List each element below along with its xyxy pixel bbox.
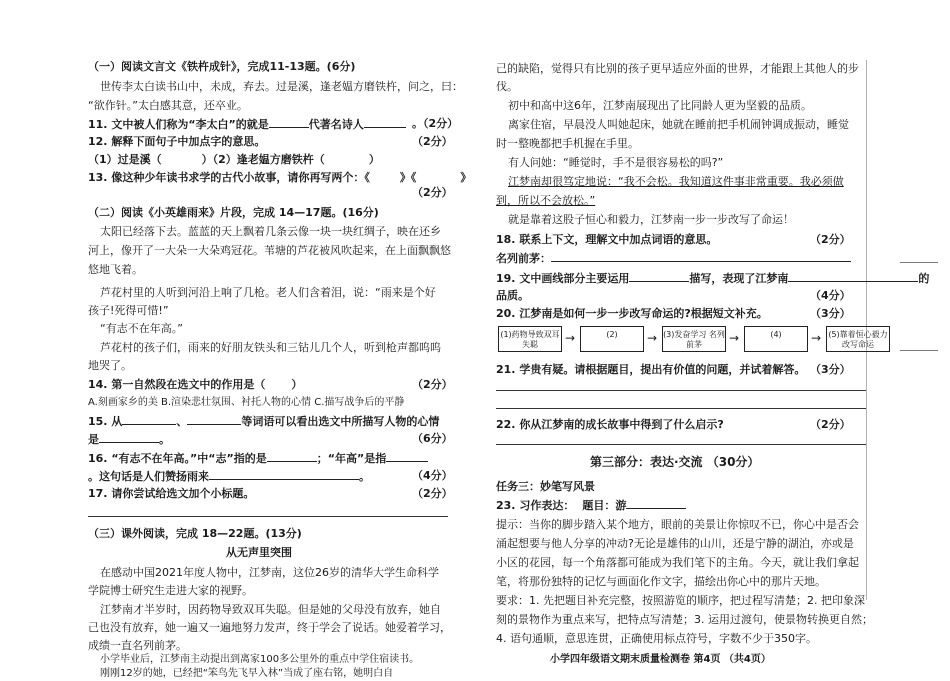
question-12-score: （2分）: [412, 135, 453, 148]
story-cont-line-4: 离家住宿，早晨没人叫她起床，她就在睡前把手机闹钟调成振动，睡觉: [508, 118, 849, 131]
prompt-line-2: 涌起想要与他人分享的冲动?无论是雄伟的山川，还是宁静的湖泊，亦或是: [496, 537, 854, 550]
question-15-score: （6分）: [412, 432, 453, 445]
classical-text-line-1: 世传李太白读书山中，未成，弃去。过是溪，逢老媪方磨铁杵，问之，曰：: [100, 80, 463, 93]
question-13-score: （2分）: [412, 186, 453, 199]
scan-edge-mark: [900, 262, 938, 263]
story-cont-line-1: 己的缺陷，觉得只有比别的孩子更早适应外面的世界，才能跟上其他人的步: [496, 62, 859, 75]
story-line-6: 小学毕业后，江梦南主动提出到离家100多公里外的重点中学住宿读书。: [100, 654, 420, 665]
story-cont-line-6: 有人问她：“睡觉时，手不是很容易松的吗?”: [508, 156, 724, 169]
prompt-line-1: 提示：当你的脚步踏入某个地方，眼前的美景让你惊叹不已，你心中是否会: [496, 518, 859, 531]
question-21: 21. 学贵有疑。请根据题目，提出有价值的问题，并试着解答。: [496, 363, 806, 376]
question-16-cont: 。这句话是人们赞扬雨来 。: [88, 470, 370, 483]
question-15: 15. 从 、 等词语可以看出选文中所描写人物的心情: [88, 415, 440, 428]
section-3-title: （三）课外阅读，完成 18—22题。(13分): [88, 527, 302, 540]
story-line-2: 学院博士研究生走进大家的视野。: [88, 584, 253, 597]
prompt-line-4: 笔，将那份独特的记忆与画面化作文字，描绘出你心中的那片天地。: [496, 575, 826, 588]
flow-arrow-icon: →: [565, 331, 576, 345]
question-19-cont: 品质。: [496, 289, 529, 302]
answer-line-21a: [496, 390, 866, 391]
question-16-score: （4分）: [412, 469, 453, 482]
question-14-score: （2分）: [412, 378, 453, 391]
story-line-7: 刚刚12岁的她，已经把“笨鸟先飞早入林”当成了座右铭，她明白自: [100, 668, 394, 679]
question-13: 13. 像这种少年读书求学的古代小故事，请你再写两个：《 》《 》: [88, 171, 472, 184]
story-cont-line-5: 时一整晚都把手机握在手里。: [496, 137, 639, 150]
task-3-title: 任务三：妙笔写风景: [496, 480, 595, 493]
requirement-line-1: 要求：1. 先把题目补充完整，按照游览的顺序，把过程写清楚；2. 把印象深: [496, 594, 865, 607]
passage-2-line-7: 芦花村的孩子们，雨来的好朋友铁头和三钻儿几个人，听到枪声都呜呜: [100, 341, 441, 354]
story-cont-line-3: 初中和高中这6年，江梦南展现出了比同龄人更为坚毅的品质。: [508, 99, 812, 112]
question-22: 22. 你从江梦南的成长故事中得到了什么启示?: [496, 418, 724, 431]
question-18-term: 名列前茅：: [496, 251, 851, 266]
answer-line-22: [496, 444, 866, 445]
passage-2-line-8: 地哭了。: [88, 359, 132, 372]
passage-2-line-3: 悠地飞着。: [88, 263, 143, 276]
passage-2-line-6: “有志不在年高。”: [100, 322, 183, 335]
section-2-title: （二）阅读《小英雄雨来》片段，完成 14—17题。(16分): [88, 206, 379, 219]
flow-step-1: (1)药物导致双耳失聪: [498, 326, 562, 352]
scan-edge-line: [866, 60, 867, 600]
flow-step-4: (4): [744, 326, 808, 352]
question-17-score: （2分）: [412, 487, 453, 500]
flow-arrow-icon: →: [729, 331, 740, 345]
question-19: 19. 文中画线部分主要运用 描写，表现了江梦南 的: [496, 272, 930, 285]
underlined-line-1: 江梦南却很笃定地说：“我不会松。我知道这件事非常重要。我必须做: [508, 175, 844, 188]
footer-right: 小学四年级语文期末质量检测卷 第4页 （共4页）: [550, 654, 771, 665]
story-cont-line-9: 就是靠着这股子恒心和毅力，江梦南一步一步改写了命运！: [508, 213, 794, 226]
question-19-score: （4分）: [810, 289, 851, 302]
passage-2-line-5: 孩子!死得可惜!”: [88, 304, 169, 317]
story-title: 从无声里突围: [226, 546, 292, 559]
requirement-line-3: 4. 语句通顺，意思连贯，正确使用标点符号，字数不少于350字。: [496, 632, 817, 645]
story-line-3: 江梦南才半岁时，因药物导致双耳失聪。但是她的父母没有放弃，她自: [100, 603, 441, 616]
passage-2-line-4: 芦花村里的人听到河沿上响了几枪。老人们含着泪，说：“雨来是个好: [100, 286, 436, 299]
answer-line-17: [88, 516, 448, 517]
question-22-score: （2分）: [810, 418, 851, 431]
scan-edge-mark: [900, 350, 938, 351]
flow-step-3: (3)发奋学习 名列前茅: [662, 326, 726, 352]
flow-arrow-icon: →: [647, 331, 658, 345]
question-21-score: （3分）: [810, 363, 851, 376]
passage-2-line-1: 太阳已经落下去。蓝蓝的天上飘着几条云像一块一块红绸子，映在还乡: [100, 225, 441, 238]
underlined-line-2: 到，所以不会放松。”: [496, 194, 596, 207]
page-3: [0, 0, 472, 679]
question-14: 14. 第一自然段在选文中的作用是（ ）: [88, 378, 303, 391]
question-11: 11. 文中被人们称为“李太白”的就是 代著名诗人: [88, 117, 406, 132]
prompt-line-3: 小区的花园，每一个角落都可能成为我们笔下的主角。今天，就让我们拿起: [496, 556, 859, 569]
story-cont-line-2: 伐。: [496, 80, 518, 93]
passage-2-line-2: 河上，像开了一大朵一大朵鸡冠花。苇塘的芦花被风吹起来，在上面飘飘悠: [88, 244, 451, 257]
classical-text-line-2: “欲作针。”太白感其意，还卒业。: [88, 99, 248, 112]
part-3-title: 第三部分：表达·交流 （30分）: [590, 455, 760, 469]
story-line-5: 成绩一直名列前茅。: [88, 639, 187, 652]
flow-step-5: (5)靠着恒心毅力 改写命运: [826, 326, 890, 352]
flow-arrow-icon: →: [811, 331, 822, 345]
story-line-1: 在感动中国2021年度人物中，江梦南，这位26岁的清华大学生命科学: [100, 566, 439, 579]
question-12-items: （1）过是溪（ ）（2）逢老媪方磨铁杵（ ）: [88, 153, 380, 166]
question-18: 18. 联系上下文，理解文中加点词语的意思。: [496, 233, 718, 246]
question-20: 20. 江梦南是如何一步一步改写命运的?根据短文补充。: [496, 307, 768, 320]
page-4: [470, 0, 950, 672]
question-15-cont: 是 。: [88, 433, 170, 446]
question-14-options: A.刻画家乡的美 B.渲染悲壮氛围、衬托人物的心情 C.描写战争后的平静: [88, 397, 405, 408]
question-16: 16. “有志不在年高。”中“志”指的是 ；“年高”是指: [88, 451, 428, 466]
question-12: 12. 解释下面句子中加点字的意思。: [88, 135, 266, 148]
story-line-4: 己也没有放弃，她一遍又一遍地努力发声，终于学会了说话。她爱着学习，: [88, 621, 451, 634]
answer-line-21b: [496, 408, 866, 409]
question-23: 23. 习作表达： 题目：游: [496, 498, 686, 513]
question-17: 17. 请你尝试给选文加个小标题。: [88, 487, 255, 500]
question-11-score: 。（2分）: [412, 117, 459, 130]
requirement-line-2: 刻的景物作为重点来写，把特点写清楚；3. 运用过渡句，使景物转换更自然；: [496, 613, 873, 626]
question-18-score: （2分）: [810, 233, 851, 246]
question-20-score: （3分）: [810, 307, 851, 320]
section-1-title: （一）阅读文言文《铁杵成针》，完成11-13题。(6分): [88, 60, 356, 73]
flow-step-2: (2): [580, 326, 644, 352]
